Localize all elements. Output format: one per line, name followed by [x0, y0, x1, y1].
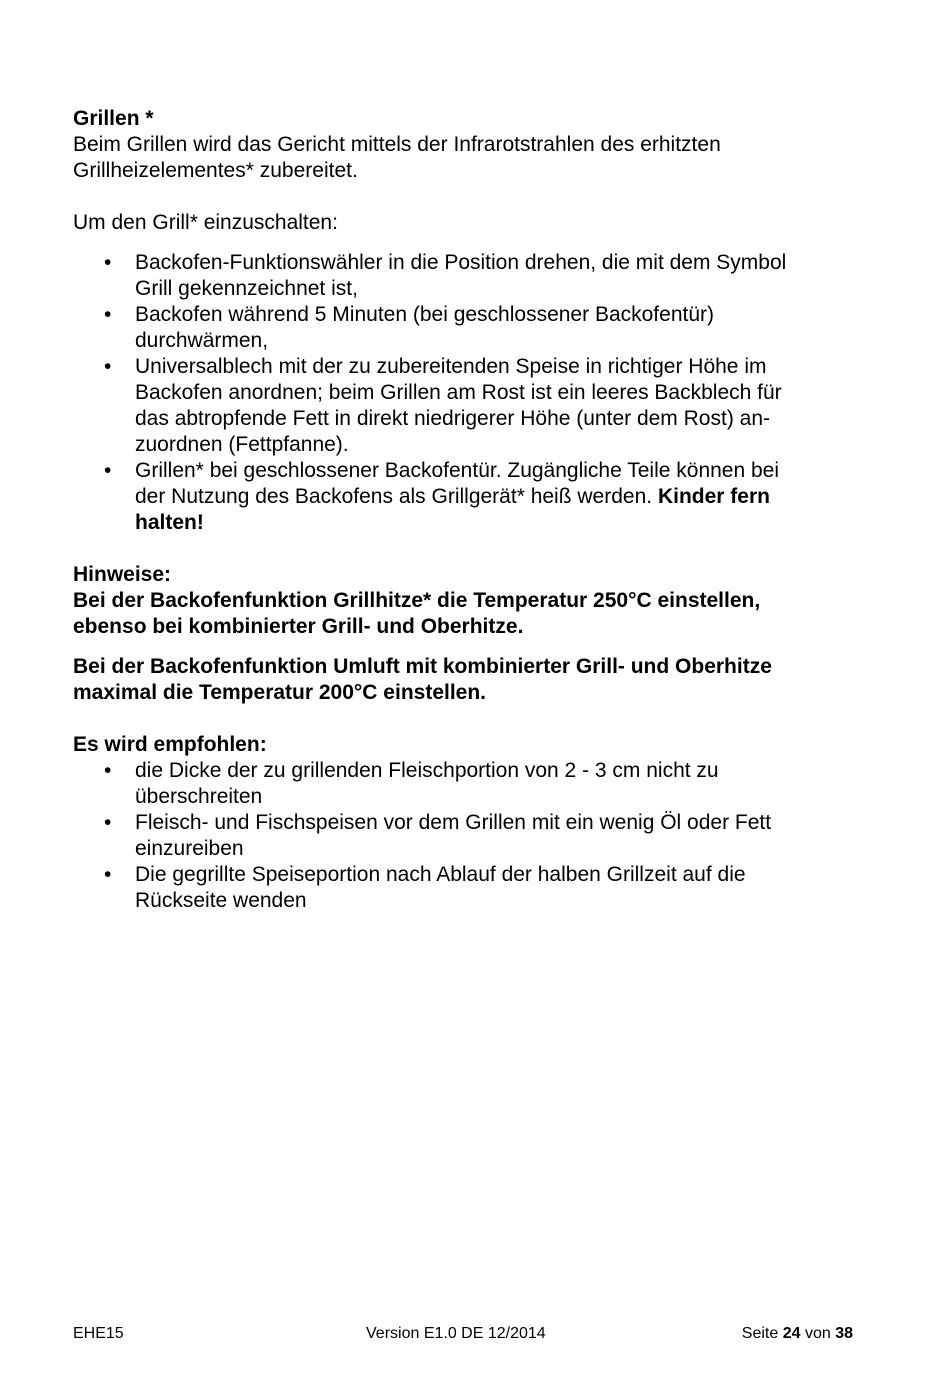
list-item-line: • Universalblech mit der zu zubereitenden Speise in richtiger Höhe im — [135, 355, 767, 378]
page-total: 38 — [835, 1325, 853, 1342]
note-1-line-1: Bei der Backofenfunktion Grillhitze* die Temperatur 250°C einstellen, — [73, 589, 761, 612]
warning-text: halten! — [135, 511, 204, 534]
page-mid: von — [800, 1325, 836, 1342]
warning-text: Kinder fern — [657, 485, 770, 508]
grill-intro-line-2: Grillheizelementes* zubereitet. — [73, 159, 358, 182]
footer-version: Version E1.0 DE 12/2014 — [366, 1325, 546, 1342]
list-item — [73, 810, 853, 862]
document-page — [73, 106, 853, 914]
notes-heading: Hinweise: — [73, 563, 172, 586]
list-item-line: • Backofen während 5 Minuten (bei geschlossener Backofentür) — [135, 303, 714, 326]
list-item-line: durchwärmen, — [135, 329, 269, 352]
page-current: 24 — [782, 1325, 801, 1342]
list-item-line: • die Dicke der zu grillenden Fleischportion von 2 - 3 cm nicht zu — [135, 759, 719, 782]
note-2-line-2: maximal die Temperatur 200°C einstellen. — [73, 681, 487, 704]
list-item — [73, 458, 853, 536]
list-item-line: • Backofen-Funktionswähler in die Position drehen, die mit dem Symbol — [135, 251, 787, 274]
list-item-line: • Grillen* bei geschlossener Backofentür. Zugängliche Teile können bei — [135, 459, 780, 482]
list-item-line: zuordnen (Fettpfanne). — [135, 433, 349, 456]
list-item-line: Backofen anordnen; beim Grillen am Rost ist ein leeres Backblech für — [135, 381, 782, 404]
list-item — [73, 250, 853, 302]
list-item-line: • Die gegrillte Speiseportion nach Ablauf der halben Grillzeit auf die — [135, 863, 746, 886]
note-1-line-2: ebenso bei kombinierter Grill- und Oberhitze. — [73, 615, 524, 638]
list-item-line: Grill gekennzeichnet ist, — [135, 277, 358, 300]
recommendations-heading: Es wird empfohlen: — [73, 733, 267, 756]
recommendations-list — [73, 758, 853, 914]
grill-steps-list — [73, 250, 853, 536]
list-item-line: das abtropfende Fett in direkt niedrigerer Höhe (unter dem Rost) an- — [135, 407, 770, 430]
list-item-line: überschreiten — [135, 785, 263, 808]
list-item — [73, 862, 853, 914]
list-item — [73, 302, 853, 354]
list-item-text: der Nutzung des Backofens als Grillgerät* heiß werden. — [135, 485, 658, 508]
list-item-line — [135, 484, 853, 510]
grill-heading: Grillen * — [73, 107, 154, 130]
grill-intro-line-1: Beim Grillen wird das Gericht mittels der Infrarotstrahlen des erhitzten — [73, 133, 721, 156]
list-item — [73, 354, 853, 458]
footer-page-number — [742, 1324, 853, 1344]
list-item-line: einzureiben — [135, 837, 244, 860]
list-item — [73, 758, 853, 810]
list-item-line: • Fleisch- und Fischspeisen vor dem Grillen mit ein wenig Öl oder Fett — [135, 811, 772, 834]
list-item-line: Rückseite wenden — [135, 889, 307, 912]
grill-switch-on-text: Um den Grill* einzuschalten: — [73, 211, 338, 234]
page-prefix: Seite — [741, 1325, 783, 1342]
note-2-line-1: Bei der Backofenfunktion Umluft mit kombinierter Grill- und Oberhitze — [73, 655, 772, 678]
footer-model: EHE15 — [73, 1325, 124, 1342]
